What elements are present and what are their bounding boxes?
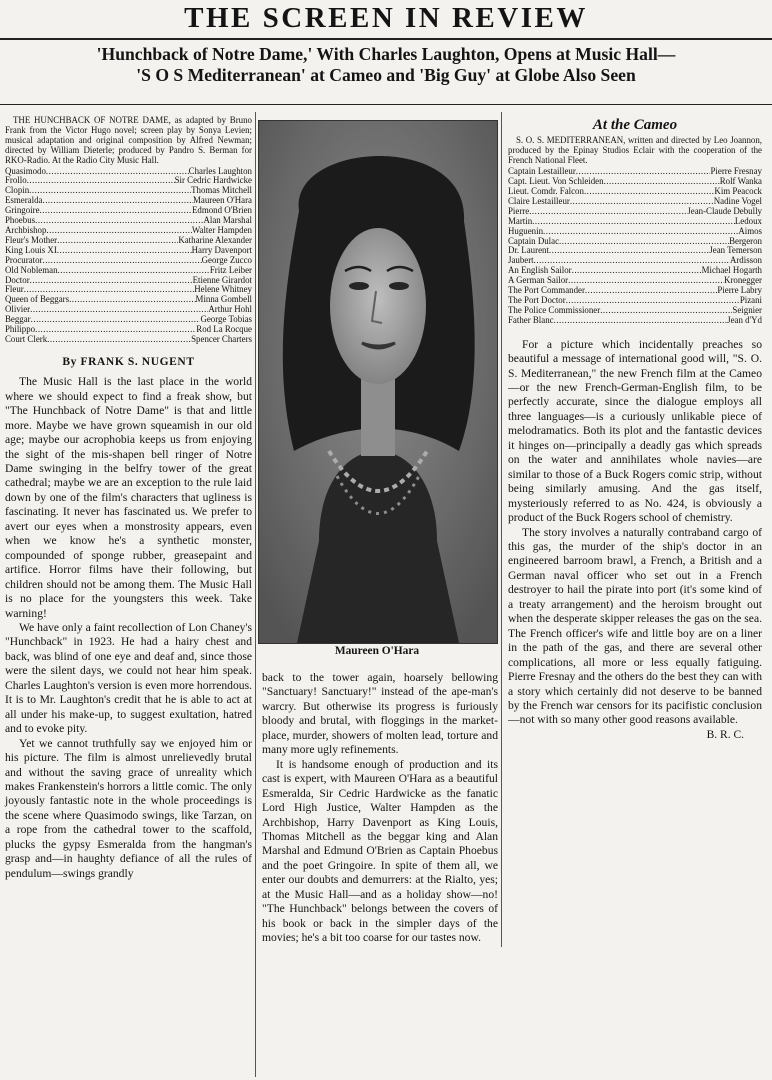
cast-leader-dots [35,216,203,226]
cameo-credits [508,136,762,325]
cast-leader-dots [572,266,702,276]
cast-actor: Thomas Mitchell [191,186,252,196]
cameo-review-body [508,338,762,728]
cast-leader-dots [27,176,175,186]
cast-leader-dots [69,295,195,305]
cast-row [5,226,252,236]
hunchback-credits-text: THE HUNCHBACK OF NOTRE DAME, as adapted by Bruno Frank from the Victor Hugo novel; screen play by Sonya Levien; musical adaptation and original composition by Alfred Newman; directed by William Dieterle; produced by Pandro S. Berman for RKO-Radio. At the Radio City Music Hall. [5,115,252,165]
cast-role: Beggar [5,315,31,325]
cast-role: Martin [508,216,533,226]
cast-actor: Aimos [738,226,762,236]
cast-role: Phoebus [5,216,36,226]
cast-row [5,305,252,315]
review-paragraph: The story involves a naturally contraband cargo of this gas, the murder of the ship's doctor in an engineered barroom brawl, a French, a British and a German naval officer who set out in a French destroyer to hail the pirate into port (it's some kind of a treaty arrangement) and the heroism brought out when the desperate skipper releases the gas on the sea. The French officer's wife and little boy are on a liner in the path of the gas, and there are several other complications, all more or less equally fatiguing. Pierre Fresnay and the others do the best they can with a story which certainly did not deserve to be banned by the French war censors for its pacifistic conclusion—not with so many other good reasons available. [508,525,762,727]
cast-row [508,256,762,266]
cameo-cast-list [508,167,762,326]
cast-role: Procurator [5,255,43,265]
cast-role: Fleur's Mother [5,235,58,245]
cast-leader-dots [534,256,730,266]
cast-leader-dots [58,266,210,276]
hunchback-review-column [5,116,252,881]
cast-role: Lieut. Comdr. Falcon [508,186,584,196]
cast-role: A German Sailor [508,276,569,286]
cast-row [5,206,252,216]
cast-role: Philippo [5,325,36,335]
review-paragraph: back to the tower again, hoarsely bellowing "Sanctuary! Sanctuary!" instead of the ape-man's warcry. But otherwise its progress is furiously bloody and brutal, with floggings in the market-place, murder, showers of molten lead, torture and many more ugly refinements. [262,671,498,757]
cast-actor: Sir Cedric Hardwicke [174,176,252,186]
cast-role: Quasimodo [5,166,46,176]
cast-role: An English Sailor [508,266,572,276]
cast-actor: Arthur Hohl [208,305,252,315]
cast-leader-dots [29,186,191,196]
cast-actor: Jean d'Yd [727,315,762,325]
cast-leader-dots [568,276,724,286]
cast-row [508,197,762,207]
hunchback-review-body [5,375,252,881]
cast-actor: Kronegger [724,276,762,286]
cast-leader-dots [584,187,714,197]
maureen-ohara-photo [258,120,498,644]
cast-row [508,207,762,217]
cast-role: The Police Commissioner [508,305,601,315]
cast-row [5,285,252,295]
cast-row [5,335,252,345]
cast-role: Old Nobleman [5,265,58,275]
cast-actor: Pizani [739,295,762,305]
cast-role: Jaubert [508,256,534,266]
cast-role: Dr. Laurent [508,246,549,256]
cast-actor: Jean Temerson [709,246,762,256]
cast-actor: Helene Whitney [194,285,252,295]
cast-row [508,266,762,276]
cast-actor: Ardisson [729,256,762,266]
cast-actor: Nadine Vogel [713,196,762,206]
cast-actor: George Tobias [200,315,252,325]
headline-rule [0,38,772,40]
cast-row [5,236,252,246]
cast-actor: Alan Marshal [203,216,252,226]
subhead-rule [0,104,772,105]
cast-role: Capt. Lieut. Von Schleiden [508,177,604,187]
cast-role: Fleur [5,285,24,295]
cast-role: Archbishop [5,225,47,235]
review-byline: By FRANK S. NUGENT [62,355,195,368]
cast-role: Esmeralda [5,196,43,206]
cast-leader-dots [566,296,740,306]
cast-actor: Etienne Girardot [192,275,252,285]
cast-role: The Port Commander [508,286,585,296]
cast-row [508,177,762,187]
subheadline [0,44,772,86]
cast-leader-dots [47,335,191,345]
cast-role: Frollo [5,176,27,186]
cameo-credits-text: S. O. S. MEDITERRANEAN, written and directed by Leo Joannon, produced by the Epinay Studios Eclair with the cooperation of the French National Fleet. [508,135,762,166]
cast-row [508,237,762,247]
subhead-line-1: 'Hunchback of Notre Dame,' With Charles Laughton, Opens at Music Hall— [96,44,676,64]
cast-actor: Edmond O'Brien [191,206,252,216]
cast-role: Clopin [5,186,30,196]
cast-actor: Walter Hampden [191,225,252,235]
cast-role: Father Blanc [508,315,554,325]
cast-role: Olivier [5,305,31,315]
hunchback-credits [5,116,252,345]
cast-row [508,316,762,326]
cast-leader-dots [559,237,729,247]
cast-leader-dots [30,305,208,315]
hunchback-cast-list [5,167,252,345]
cast-row [508,246,762,256]
cast-actor: Rolf Wanka [719,177,762,187]
review-paragraph: The Music Hall is the last place in the world where we should expect to find a freak show, but "The Hunchback of Notre Dame" is that and little more. Maybe we have grown squeamish in our old age; maybe our acrophobia keeps us from enjoying the sight of the mis-shapen bell ringer of Notre Dame swinging in the belfry tower of the great cathedral; maybe we are an exception to the rule laid down by one of the film's characters that ugliness is fascinating. It never has fascinated us. We prefer to avert our eyes when a monstrosity appears, even when we know he's a synthetic monster, compounded of sponge rubber, greasepaint and artifice. Horror films have their following, but children should not be among them. The Music Hall is no place for the youngsters this week. Take warning! [5,375,252,620]
review-paragraph: Yet we cannot truthfully say we enjoyed him or his picture. The film is almost unrelievedly brutal and without the saving grace of unreality which makes Frankenstein's horrors a little comic. The only joyously fantastic note in the whole proceedings is the scene where Quasimodo swings, like Tarzan, on a rope from the cathedral tower to the scaffold, plucks the gypsy Esmeralda from the hangman's grasp and—in haughty defiance of all the rules of pendulum—swings grandly [5,736,252,880]
cast-role: Doctor [5,275,30,285]
cast-actor: Seignier [732,305,762,315]
cast-actor: Pierre Labry [717,286,762,296]
cast-leader-dots [35,325,196,335]
cast-leader-dots [42,196,193,206]
reviewer-initials: B. R. C. [706,728,744,741]
cast-leader-dots [30,276,193,286]
cast-actor: Bergeron [729,236,762,246]
cast-row [508,276,762,286]
portrait-image [259,121,497,643]
hunchback-continued-column [262,671,498,946]
cast-row [5,266,252,276]
photo-caption: Maureen O'Hara [334,645,420,657]
cast-leader-dots [40,206,192,216]
column-divider [501,112,502,947]
cast-leader-dots [585,286,717,296]
cast-role: Queen of Beggars [5,295,70,305]
cast-actor: Charles Laughton [188,166,252,176]
cast-actor: Jean-Claude Debully [687,206,762,216]
cast-leader-dots [24,285,195,295]
cast-actor: Rod La Rocque [196,325,252,335]
cast-leader-dots [42,256,201,266]
cast-leader-dots [600,306,732,316]
cast-actor: Harry Davenport [191,245,252,255]
cast-leader-dots [549,246,709,256]
cast-row [5,216,252,226]
cast-row [5,167,252,177]
cameo-review-column [508,116,762,742]
cast-actor: Spencer Charters [191,334,252,344]
cameo-heading: At the Cameo [592,117,678,133]
cast-row [5,246,252,256]
cast-role: Huguenin [508,226,544,236]
cast-actor: Fritz Leiber [209,265,252,275]
cast-row [5,176,252,186]
cast-row [5,276,252,286]
cast-leader-dots [576,167,711,177]
cast-leader-dots [57,246,192,256]
cast-leader-dots [57,236,178,246]
cast-leader-dots [46,226,191,236]
cast-actor: George Zucco [201,255,252,265]
cast-role: Claire Lestailleur [508,196,570,206]
cast-role: Gringoire [5,206,40,216]
subhead-line-2: 'S O S Mediterranean' at Cameo and 'Big Guy' at Globe Also Seen [136,65,636,85]
cast-row [508,167,762,177]
cast-actor: Katharine Alexander [178,235,252,245]
cast-row [5,325,252,335]
cast-role: Captain Lestailleur [508,167,576,177]
cast-leader-dots [570,197,714,207]
cast-row [508,296,762,306]
cast-row [5,186,252,196]
cast-leader-dots [529,207,687,217]
review-paragraph: We have only a faint recollection of Lon Chaney's "Hunchback" in 1923. He had a hairy chest and back, was blind of one eye and deaf and, since those were the silent days, we could not hear him speak. Charles Laughton's version is even more horrendous. It is to Mr. Laughton's credit that he is able to act at all under his make-up, to suggest exultation, hatred and to evoke pity. [5,621,252,736]
cast-role: Captain Dulac [508,236,560,246]
cast-leader-dots [532,217,735,227]
review-paragraph: It is handsome enough of production and its cast is expert, with Maureen O'Hara as a beautiful Esmeralda, Sir Cedric Hardwicke as the fanatic Lord High Justice, Walter Hampden as the Archbishop, Harry Davenport as King Louis, Thomas Mitchell as the beggar king and Alan Marshal and Edmund O'Brien as Captain Phoebus and the poet Gringoire. In spite of them all, we enter our doubts and demurrers: at the Rialto, yes; at the Music Hall—and as a holiday show—no! "The Hunchback" belongs between the covers of his book or back in the simpler days of the movies; he's a bit too coarse for our tastes now. [262,757,498,945]
cast-actor: Ledoux [734,216,762,226]
cast-row [5,295,252,305]
cast-actor: Minna Gombell [195,295,252,305]
cast-role: King Louis XI [5,245,57,255]
cast-role: Pierre [508,206,530,216]
cast-row [508,227,762,237]
cast-row [508,286,762,296]
cast-row [5,315,252,325]
page-headline: THE SCREEN IN REVIEW [184,2,588,34]
cast-row [508,187,762,197]
cast-actor: Kim Peacock [714,186,762,196]
cast-row [508,306,762,316]
cast-row [5,196,252,206]
cast-leader-dots [31,315,201,325]
cast-row [5,256,252,266]
cast-actor: Pierre Fresnay [710,167,762,177]
cast-leader-dots [46,167,189,177]
cast-role: The Port Doctor [508,295,566,305]
cast-leader-dots [543,227,738,237]
cast-leader-dots [604,177,720,187]
cast-actor: Maureen O'Hara [192,196,252,206]
cast-leader-dots [554,316,728,326]
cast-row [508,217,762,227]
cast-role: Court Clerk [5,334,48,344]
review-paragraph: For a picture which incidentally preaches so beautiful a message of international good will, "S. O. S. Mediterranean," the new French film at the Cameo—or the new French-German-English film, to be perfectly accurate, since the dialogue employs all three languages—is a curiously unlikable piece of melodramatics. Both its plot and the fantastic devices it hinges on—principally a deadly gas which spreads on the water and annihilates whole navies—are similar to those of a Buck Rogers comic strip, without being similarly amusing. And the gas itself, mysteriously referred to as No. 424, is obviously a product of the Buck Rogers school of chemistry. [508,337,762,525]
cast-actor: Michael Hogarth [701,266,762,276]
column-divider [255,112,256,1077]
